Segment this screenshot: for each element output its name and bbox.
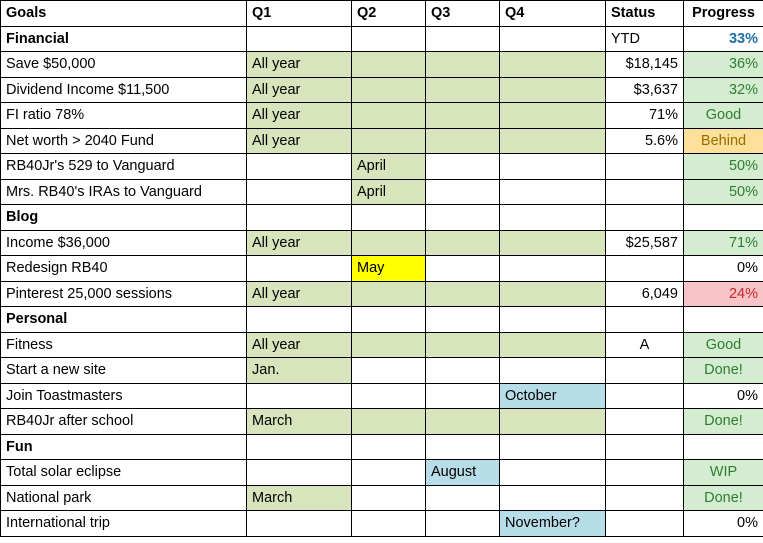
progress-cell [684,434,763,460]
goal-cell: RB40Jr after school [1,409,247,435]
q1-cell: All year [247,281,352,307]
status-cell [606,256,684,282]
goal-cell: Net worth > 2040 Fund [1,128,247,154]
header-q1: Q1 [247,1,352,27]
table-row [1,77,763,103]
table-row [1,485,763,511]
q2-cell: May [352,256,426,282]
table-row [1,460,763,486]
progress-cell: 36% [684,52,763,78]
status-cell: A [606,332,684,358]
header-q2: Q2 [352,1,426,27]
header-progress: Progress [684,1,763,27]
q4-cell [500,281,606,307]
progress-cell: Good [684,332,763,358]
section-title: Blog [1,205,247,231]
q2-cell [352,77,426,103]
goal-cell: RB40Jr's 529 to Vanguard [1,154,247,180]
table-row [1,383,763,409]
q4-cell: November? [500,511,606,537]
progress-cell [684,307,763,333]
q3-cell [426,485,500,511]
goal-cell: Mrs. RB40's IRAs to Vanguard [1,179,247,205]
status-cell: $18,145 [606,52,684,78]
section-title: Personal [1,307,247,333]
progress-cell: WIP [684,460,763,486]
q1-cell [247,26,352,52]
q2-cell [352,409,426,435]
q3-cell [426,511,500,537]
q2-cell [352,128,426,154]
status-cell: 6,049 [606,281,684,307]
status-cell [606,485,684,511]
q2-cell [352,383,426,409]
q1-cell: All year [247,103,352,129]
q4-cell [500,307,606,333]
progress-cell: Done! [684,485,763,511]
q2-cell [352,230,426,256]
progress-cell: 50% [684,154,763,180]
q4-cell [500,409,606,435]
q2-cell [352,434,426,460]
section-title: Financial [1,26,247,52]
goal-cell: Start a new site [1,358,247,384]
table-row [1,511,763,537]
q1-cell [247,154,352,180]
q1-cell [247,179,352,205]
q3-cell [426,179,500,205]
q4-cell [500,52,606,78]
status-cell: YTD [606,26,684,52]
q4-cell [500,332,606,358]
progress-cell: 0% [684,383,763,409]
q3-cell [426,128,500,154]
q4-cell [500,205,606,231]
q2-cell: April [352,179,426,205]
progress-cell: Done! [684,358,763,384]
q1-cell [247,511,352,537]
section-row [1,26,763,52]
q3-cell: August [426,460,500,486]
q2-cell [352,307,426,333]
q1-cell: All year [247,128,352,154]
status-cell [606,511,684,537]
progress-cell: Good [684,103,763,129]
q4-cell [500,230,606,256]
progress-cell: 0% [684,511,763,537]
q1-cell: All year [247,52,352,78]
q1-cell [247,307,352,333]
header-goals: Goals [1,1,247,27]
q2-cell [352,485,426,511]
q2-cell [352,358,426,384]
header-q4: Q4 [500,1,606,27]
section-row [1,205,763,231]
section-row [1,307,763,333]
goal-cell: Save $50,000 [1,52,247,78]
table-row [1,128,763,154]
q3-cell [426,52,500,78]
q3-cell [426,103,500,129]
q4-cell [500,358,606,384]
q3-cell [426,434,500,460]
goal-cell: FI ratio 78% [1,103,247,129]
progress-cell: 50% [684,179,763,205]
status-cell [606,460,684,486]
status-cell [606,154,684,180]
q1-cell: All year [247,332,352,358]
q3-cell [426,205,500,231]
table-row [1,52,763,78]
q4-cell [500,77,606,103]
q4-cell: October [500,383,606,409]
status-cell [606,383,684,409]
status-cell [606,434,684,460]
q4-cell [500,485,606,511]
goal-cell: Fitness [1,332,247,358]
q2-cell [352,52,426,78]
progress-cell: Behind [684,128,763,154]
progress-cell: 24% [684,281,763,307]
q2-cell [352,281,426,307]
q1-cell: All year [247,77,352,103]
goal-cell: Dividend Income $11,500 [1,77,247,103]
q4-cell [500,434,606,460]
q2-cell: April [352,154,426,180]
status-cell: $3,637 [606,77,684,103]
q3-cell [426,358,500,384]
q4-cell [500,154,606,180]
q1-cell [247,434,352,460]
progress-cell: 33% [684,26,763,52]
q3-cell [426,256,500,282]
progress-cell [684,205,763,231]
q1-cell [247,205,352,231]
progress-cell: 71% [684,230,763,256]
table-row [1,103,763,129]
q4-cell [500,128,606,154]
q1-cell: Jan. [247,358,352,384]
q3-cell [426,154,500,180]
header-q3: Q3 [426,1,500,27]
q1-cell: March [247,485,352,511]
goal-cell: National park [1,485,247,511]
q2-cell [352,511,426,537]
goal-cell: Redesign RB40 [1,256,247,282]
section-row [1,434,763,460]
table-row [1,230,763,256]
q1-cell [247,460,352,486]
progress-cell: 32% [684,77,763,103]
status-cell: $25,587 [606,230,684,256]
q2-cell [352,460,426,486]
q4-cell [500,179,606,205]
q3-cell [426,383,500,409]
goal-cell: Join Toastmasters [1,383,247,409]
status-cell [606,409,684,435]
table-row [1,358,763,384]
q2-cell [352,26,426,52]
goal-cell: Income $36,000 [1,230,247,256]
section-title: Fun [1,434,247,460]
goal-cell: International trip [1,511,247,537]
q1-cell [247,256,352,282]
table-row [1,154,763,180]
q4-cell [500,460,606,486]
status-cell: 71% [606,103,684,129]
q4-cell [500,103,606,129]
header-row [1,1,763,27]
progress-cell: Done! [684,409,763,435]
status-cell: 5.6% [606,128,684,154]
q3-cell [426,409,500,435]
q3-cell [426,77,500,103]
goal-cell: Total solar eclipse [1,460,247,486]
header-status: Status [606,1,684,27]
q4-cell [500,26,606,52]
q3-cell [426,26,500,52]
q1-cell: All year [247,230,352,256]
progress-cell: 0% [684,256,763,282]
status-cell [606,205,684,231]
status-cell [606,358,684,384]
q3-cell [426,230,500,256]
status-cell [606,179,684,205]
q2-cell [352,332,426,358]
q3-cell [426,307,500,333]
q1-cell: March [247,409,352,435]
table-row [1,332,763,358]
q3-cell [426,281,500,307]
table-row [1,179,763,205]
q2-cell [352,205,426,231]
q2-cell [352,103,426,129]
goal-cell: Pinterest 25,000 sessions [1,281,247,307]
table-row [1,409,763,435]
status-cell [606,307,684,333]
q1-cell [247,383,352,409]
table-row [1,281,763,307]
q3-cell [426,332,500,358]
table-row [1,256,763,282]
q4-cell [500,256,606,282]
